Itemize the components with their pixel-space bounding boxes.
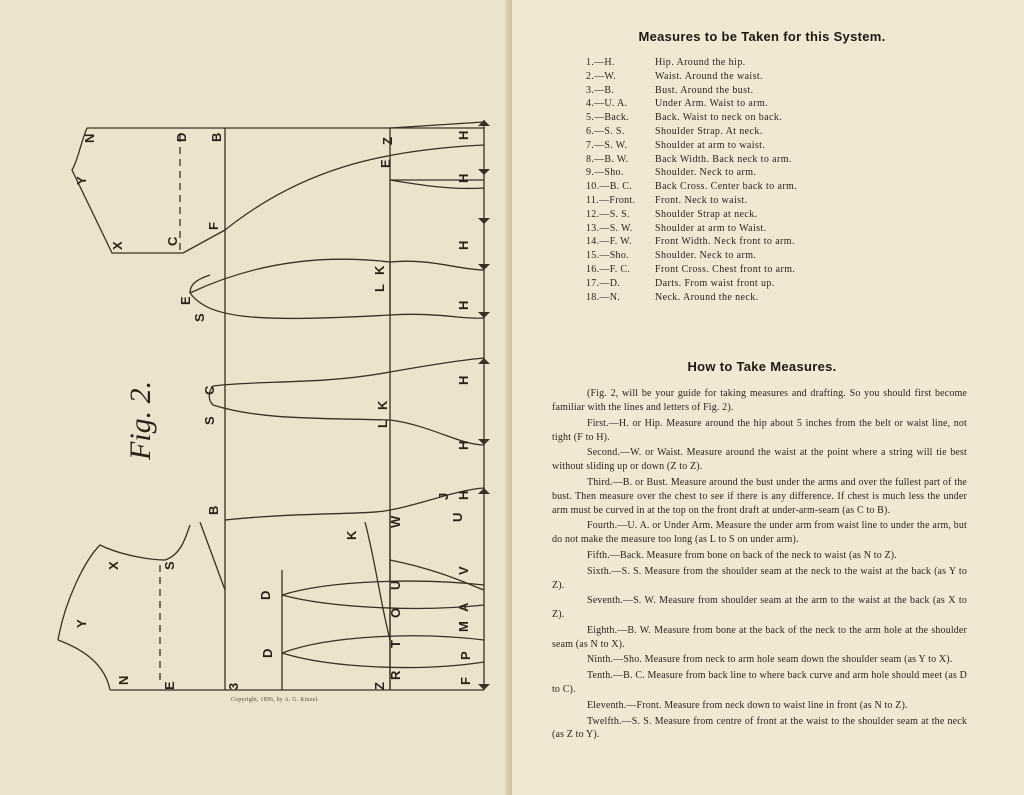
measure-row xyxy=(586,249,926,263)
svg-text:H: H xyxy=(456,440,471,450)
howto-paragraph: Fourth.—U. A. or Under Arm. Measure the under arm from waist line to under the arm, but do not make the measure too long (as L to S on under arm). xyxy=(552,520,967,546)
svg-text:H: H xyxy=(456,490,471,500)
measure-code: 14.—F. W. xyxy=(586,236,632,248)
howto-paragraph: Third.—B. or Bust. Measure around the bust under the arms and over the fullest part of the bust. Then measure over the chest to see if there is any difference. If chest is much less the under arm must be curved in at the top on the front draft at under-arm-seam (as C to B). xyxy=(552,476,967,516)
svg-text:D: D xyxy=(174,132,189,142)
svg-text:U: U xyxy=(450,512,465,522)
measure-description: Front Cross. Chest front to arm. xyxy=(655,263,796,275)
left-page xyxy=(0,0,510,795)
measure-row xyxy=(586,70,926,84)
svg-text:O: O xyxy=(388,607,403,618)
measure-code: 7.—S. W. xyxy=(586,139,628,151)
measure-row xyxy=(586,263,926,277)
measure-code: 12.—S. S. xyxy=(586,208,630,220)
measure-code: 16.—F. C. xyxy=(586,263,631,275)
measure-row xyxy=(586,208,926,222)
howto-paragraph: Twelfth.—S. S. Measure from centre of front at the waist to the shoulder seam at the neck (as Z to Y). xyxy=(552,715,967,741)
svg-text:K: K xyxy=(344,530,359,540)
measure-code: 17.—D. xyxy=(586,277,621,289)
howto-paragraph: Seventh.—S. W. Measure from shoulder seam at the arm to the waist at the back (as X to Z). xyxy=(552,595,967,621)
measure-row xyxy=(586,56,926,70)
howto-paragraph: Ninth.—Sho. Measure from neck to arm hole seam down the shoulder seam (as Y to X). xyxy=(587,654,953,666)
measure-row xyxy=(586,180,926,194)
measure-description: Shoulder Strap. At neck. xyxy=(655,125,763,137)
howto-paragraph: Second.—W. or Waist. Measure around the waist at the point where a string will tie best without sliding up or down (Z to Z). xyxy=(552,447,967,473)
measure-code: 11.—Front. xyxy=(586,194,636,206)
svg-text:E: E xyxy=(378,159,393,168)
svg-text:C: C xyxy=(165,236,180,246)
measure-code: 4.—U. A. xyxy=(586,98,628,110)
svg-text:X: X xyxy=(106,561,121,570)
svg-text:F: F xyxy=(458,677,473,685)
measure-code: 13.—S. W. xyxy=(586,222,633,234)
svg-text:U: U xyxy=(388,580,403,590)
measure-row xyxy=(586,291,926,305)
svg-text:Y: Y xyxy=(74,176,89,185)
svg-text:S: S xyxy=(192,313,207,322)
svg-text:3: 3 xyxy=(226,682,241,690)
measure-row xyxy=(586,97,926,111)
svg-text:H: H xyxy=(456,375,471,385)
svg-text:N: N xyxy=(82,133,97,143)
svg-text:X: X xyxy=(110,241,125,250)
measure-row xyxy=(586,84,926,98)
svg-text:F: F xyxy=(206,222,221,230)
svg-text:B: B xyxy=(206,505,221,515)
svg-text:E: E xyxy=(178,296,193,305)
measure-code: 1.—H. xyxy=(586,57,615,68)
svg-text:M: M xyxy=(456,621,471,632)
right-page xyxy=(512,0,1024,795)
measure-code: 9.—Sho. xyxy=(586,167,624,179)
svg-text:N: N xyxy=(116,675,131,685)
howto-paragraph: Eighth.—B. W. Measure from bone at the back of the neck to the arm hole at the shoulder seam (as N to X). xyxy=(552,624,967,650)
howto-paragraph: Eleventh.—Front. Measure from neck down to waist line in front (as N to Z). xyxy=(587,699,908,711)
svg-text:H: H xyxy=(456,240,471,250)
measure-description: Shoulder. Neck to arm. xyxy=(655,167,757,179)
measure-description: Waist. Around the waist. xyxy=(655,70,763,82)
howto-paragraph: Fifth.—Back. Measure from bone on back of the neck to waist (as N to Z). xyxy=(587,549,897,561)
howto-paragraph: Sixth.—S. S. Measure from the shoulder seam at the neck to the waist at the back (as Y to Z). xyxy=(552,565,967,591)
pattern-drafting-figure xyxy=(0,0,510,795)
howto-paragraph: Tenth.—B. C. Measure from back line to where back curve and arm hole should meet (as D to C). xyxy=(552,670,967,696)
svg-text:T: T xyxy=(388,640,403,648)
svg-text:L: L xyxy=(372,284,387,292)
measure-description: Front Width. Neck front to arm. xyxy=(655,236,795,248)
measure-code: 10.—B. C. xyxy=(586,181,633,193)
measure-description: Back Width. Back neck to arm. xyxy=(655,153,792,165)
measure-code: 2.—W. xyxy=(586,70,617,82)
measure-code: 18.—N. xyxy=(586,291,621,303)
measures-heading: Measures to be Taken for this System. xyxy=(638,29,886,44)
svg-text:S: S xyxy=(162,561,177,570)
measure-description: Neck. Around the neck. xyxy=(655,291,759,303)
measure-description: Hip. Around the hip. xyxy=(655,57,746,68)
measure-row xyxy=(586,235,926,249)
svg-text:E: E xyxy=(162,681,177,690)
svg-text:P: P xyxy=(458,651,473,660)
measure-row xyxy=(586,277,926,291)
measure-row xyxy=(586,194,926,208)
svg-text:H: H xyxy=(456,173,471,183)
measure-code: 5.—Back. xyxy=(586,112,629,124)
measure-description: Shoulder Strap at neck. xyxy=(655,208,758,220)
measure-description: Back. Waist to neck on back. xyxy=(655,112,783,124)
svg-text:V: V xyxy=(456,566,471,575)
measure-description: Shoulder. Neck to arm. xyxy=(655,250,757,262)
measure-row xyxy=(586,153,926,167)
measure-description: Darts. From waist front up. xyxy=(655,277,775,289)
measure-row xyxy=(586,222,926,236)
svg-text:L: L xyxy=(375,420,390,428)
svg-text:D: D xyxy=(260,648,275,658)
measure-description: Bust. Around the bust. xyxy=(655,84,754,96)
measure-row xyxy=(586,125,926,139)
svg-text:B: B xyxy=(209,132,224,142)
measure-description: Front. Neck to waist. xyxy=(655,194,748,206)
measure-code: 6.—S. S. xyxy=(586,125,625,137)
howto-paragraph: First.—H. or Hip. Measure around the hip about 5 inches from the belt or waist line, not tight (F to H). xyxy=(552,417,967,443)
svg-text:C: C xyxy=(202,385,217,395)
howto-body xyxy=(552,387,967,744)
svg-text:Y: Y xyxy=(74,619,89,628)
svg-text:A: A xyxy=(456,602,471,612)
svg-text:W: W xyxy=(388,515,403,528)
measures-list xyxy=(586,56,926,304)
measure-description: Under Arm. Waist to arm. xyxy=(655,98,769,110)
svg-text:H: H xyxy=(456,130,471,140)
copyright-note: Copyright, 1896, by A. G. Kinzel. xyxy=(230,697,320,703)
svg-text:R: R xyxy=(388,670,403,680)
measure-code: 15.—Sho. xyxy=(586,250,629,262)
svg-text:J: J xyxy=(436,492,451,500)
howto-paragraph: (Fig. 2, will be your guide for taking measures and drafting. So you should first become familiar with the lines and letters of Fig. 2). xyxy=(552,388,967,413)
figure-label: Fig. 2. xyxy=(124,380,157,460)
measure-row xyxy=(586,111,926,125)
measure-code: 8.—B. W. xyxy=(586,153,629,165)
svg-text:K: K xyxy=(375,400,390,410)
measure-code: 3.—B. xyxy=(586,84,615,96)
svg-text:K: K xyxy=(372,265,387,275)
measure-description: Back Cross. Center back to arm. xyxy=(655,181,798,193)
svg-text:D: D xyxy=(258,590,273,600)
svg-text:Z: Z xyxy=(380,137,395,145)
svg-text:H: H xyxy=(456,300,471,310)
measure-row xyxy=(586,139,926,153)
howto-heading: How to Take Measures. xyxy=(687,359,837,374)
measure-row xyxy=(586,166,926,180)
measure-description: Shoulder at arm to waist. xyxy=(655,139,766,151)
svg-text:S: S xyxy=(202,416,217,425)
svg-text:Z: Z xyxy=(372,682,387,690)
measure-description: Shoulder at arm to Waist. xyxy=(655,222,767,234)
